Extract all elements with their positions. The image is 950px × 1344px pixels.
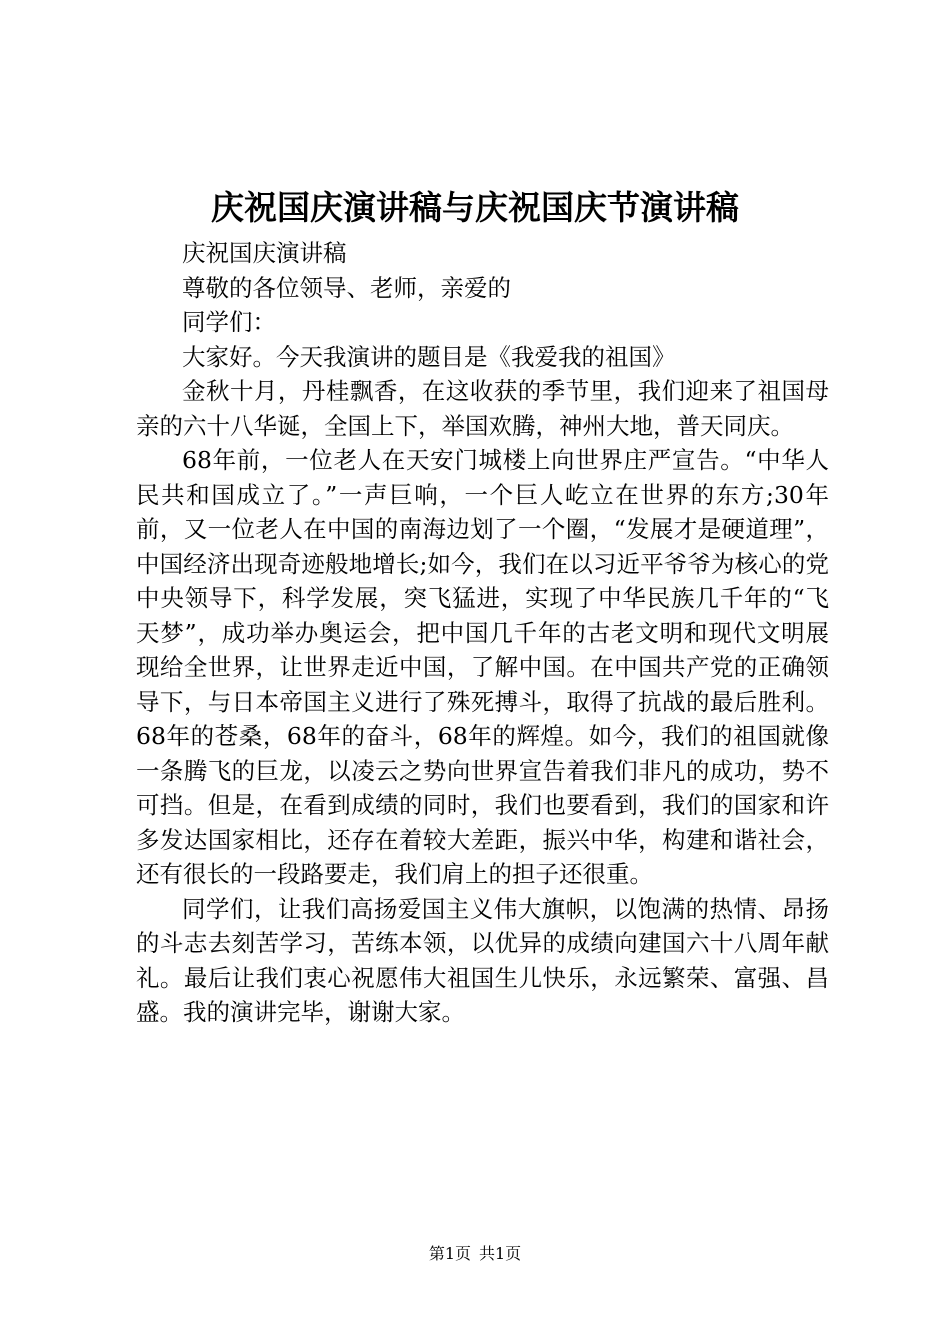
document-body [136, 236, 829, 1030]
page-number: 第1页 [428, 1244, 471, 1263]
document-title: 庆祝国庆演讲稿与庆祝国庆节演讲稿 [211, 188, 739, 227]
paragraph-body: 68年前，一位老人在天安门城楼上向世界庄严宣告。“中华人民共和国成立了。”一声巨响，一个巨人屹立在世界的东方;30年前，又一位老人在中国的南海边划了一个圈，“发展才是硬道理”，中国经济出现奇迹般地增长;如今，我们在以习近平爷爷为核心的党中央领导下，科学发展，突飞猛进，实现了中华民族几千年的“飞天梦”，成功举办奥运会，把中国几千年的古老文明和现代文明展现给全世界，让世界走近中国，了解中国。在中国共产党的正确领导下，与日本帝国主义进行了殊死搏斗，取得了抗战的最后胜利。68年的苍桑，68年的奋斗，68年的辉煌。如今，我们的祖国就像一条腾飞的巨龙，以凌云之势向世界宣告着我们非凡的成功，势不可挡。但是，在看到成绩的同时，我们也要看到，我们的国家和许多发达国家相比，还存在着较大差距，振兴中华，构建和谐社会，还有很长的一段路要走，我们肩上的担子还很重。 [136, 446, 829, 888]
paragraph-greeting: 大家好。今天我演讲的题目是《我爱我的祖国》 [182, 342, 676, 371]
page-footer [0, 1242, 950, 1266]
paragraph-body: 同学们，让我们高扬爱国主义伟大旗帜，以饱满的热情、昂扬的斗志去刻苦学习，苦练本领，以优异的成绩向建国六十八周年献礼。最后让我们衷心祝愿伟大祖国生儿快乐，永远繁荣、富强、昌盛。我的演讲完毕，谢谢大家。 [136, 894, 829, 1026]
paragraph-salutation-cont: 同学们： [182, 308, 276, 336]
paragraph-body: 金秋十月，丹桂飘香，在这收获的季节里，我们迎来了祖国母亲的六十八华诞，全国上下，举国欢腾，神州大地，普天同庆。 [136, 377, 829, 440]
paragraph-subtitle: 庆祝国庆演讲稿 [182, 239, 347, 267]
page-total: 共1页 [479, 1244, 522, 1263]
paragraph-salutation: 尊敬的各位领导、老师，亲爱的 [182, 273, 511, 302]
